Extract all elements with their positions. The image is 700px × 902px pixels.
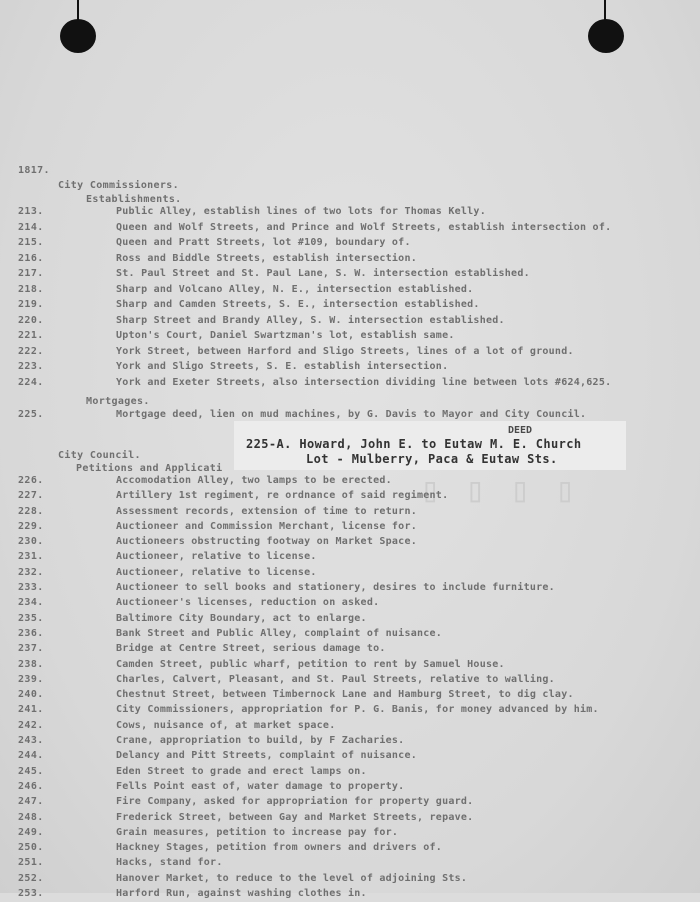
list-item: 231. Auctioneer, relative to license. bbox=[18, 551, 317, 563]
subsection-establishments: Establishments. bbox=[86, 194, 182, 205]
bleed-through-marks: ▯ ▯ ▯ ▯ bbox=[420, 470, 578, 510]
list-item: 247. Fire Company, asked for appropriation for property guard. bbox=[18, 796, 474, 808]
petitions-list bbox=[0, 474, 700, 902]
punch-hole-left bbox=[60, 19, 96, 53]
list-item: 237. Bridge at Centre Street, serious damage to. bbox=[18, 643, 386, 655]
list-item: 239. Charles, Calvert, Pleasant, and St. Paul Streets, relative to walling. bbox=[18, 673, 555, 685]
list-item: 222. York Street, between Harford and Sligo Streets, lines of a lot of ground. bbox=[18, 345, 574, 357]
section-commissioners: City Commissioners. bbox=[58, 180, 180, 191]
list-item: 228. Assessment records, extension of time to return. bbox=[18, 505, 417, 517]
list-item: 246. Fells Point east of, water damage to property. bbox=[18, 780, 405, 792]
list-item: 241. City Commissioners, appropriation for P. G. Banis, for money advanced by him. bbox=[18, 704, 599, 716]
list-item: 244. Delancy and Pitt Streets, complaint of nuisance. bbox=[18, 750, 417, 762]
list-item: 250. Hackney Stages, petition from owners and drivers of. bbox=[18, 842, 443, 854]
list-item: 227. Artillery 1st regiment, re ordnance of said regiment. bbox=[18, 490, 449, 502]
mortgage-text: Mortgage deed, lien on mud machines, by G. Davis to Mayor and City Council. bbox=[116, 409, 587, 420]
list-item: 215. Queen and Pratt Streets, lot #109, boundary of. bbox=[18, 237, 411, 249]
list-item: 223. York and Sligo Streets, S. E. establish intersection. bbox=[18, 361, 449, 373]
list-item: 219. Sharp and Camden Streets, S. E., intersection established. bbox=[18, 299, 480, 311]
label-deed-line2: Lot - Mulberry, Paca & Eutaw Sts. bbox=[306, 452, 558, 466]
year-heading: 1817. bbox=[18, 165, 50, 176]
label-deed-heading: DEED bbox=[508, 425, 533, 436]
list-item: 221. Upton's Court, Daniel Swartzman's lot, establish same. bbox=[18, 330, 455, 342]
list-item: 224. York and Exeter Streets, also intersection dividing line between lots #624,625. bbox=[18, 377, 612, 389]
list-item: 229. Auctioneer and Commission Merchant, license for. bbox=[18, 520, 417, 532]
list-item: 236. Bank Street and Public Alley, complaint of nuisance. bbox=[18, 627, 443, 639]
section-council: City Council. bbox=[58, 450, 141, 461]
list-item: 251. Hacks, stand for. bbox=[18, 857, 223, 869]
subsection-mortgages: Mortgages. bbox=[86, 396, 150, 407]
list-item: 213. Public Alley, establish lines of two lots for Thomas Kelly. bbox=[18, 206, 486, 217]
list-item: 218. Sharp and Volcano Alley, N. E., intersection established. bbox=[18, 283, 474, 295]
list-item: 233. Auctioneer to sell books and stationery, desires to include furniture. bbox=[18, 582, 555, 594]
list-item: 220. Sharp Street and Brandy Alley, S. W. intersection established. bbox=[18, 314, 505, 326]
list-item: 240. Chestnut Street, between Timbernock Lane and Hamburg Street, to dig clay. bbox=[18, 689, 574, 701]
punch-hole-right bbox=[588, 19, 624, 53]
list-item: 232. Auctioneer, relative to license. bbox=[18, 566, 317, 578]
list-item: 226. Accomodation Alley, two lamps to be erected. bbox=[18, 475, 392, 486]
list-item: 252. Hanover Market, to reduce to the level of adjoining Sts. bbox=[18, 872, 468, 884]
list-item: 230. Auctioneers obstructing footway on Market Space. bbox=[18, 536, 417, 548]
list-item: 242. Cows, nuisance of, at market space. bbox=[18, 719, 336, 731]
list-item: 216. Ross and Biddle Streets, establish intersection. bbox=[18, 252, 417, 264]
list-item: 245. Eden Street to grade and erect lamps on. bbox=[18, 765, 367, 777]
list-item: 235. Baltimore City Boundary, act to enlarge. bbox=[18, 612, 367, 624]
list-item: 214. Queen and Wolf Streets, and Prince and Wolf Streets, establish intersection of. bbox=[18, 221, 612, 233]
list-item: 234. Auctioneer's licenses, reduction on asked. bbox=[18, 597, 380, 609]
list-item: 238. Camden Street, public wharf, petition to rent by Samuel House. bbox=[18, 658, 505, 670]
list-item: 243. Crane, appropriation to build, by F Zacharies. bbox=[18, 735, 405, 747]
mortgage-number: 225. bbox=[18, 409, 44, 420]
establishments-list bbox=[0, 205, 700, 392]
subsection-petitions: Petitions and Applicati bbox=[76, 463, 223, 474]
label-deed-line1: 225-A. Howard, John E. to Eutaw M. E. Church bbox=[246, 437, 582, 451]
list-item: 217. St. Paul Street and St. Paul Lane, S. W. intersection established. bbox=[18, 268, 530, 280]
list-item: 253. Harford Run, against washing clothes in. bbox=[18, 888, 367, 900]
list-item: 248. Frederick Street, between Gay and Market Streets, repave. bbox=[18, 811, 474, 823]
list-item: 249. Grain measures, petition to increase pay for. bbox=[18, 826, 399, 838]
